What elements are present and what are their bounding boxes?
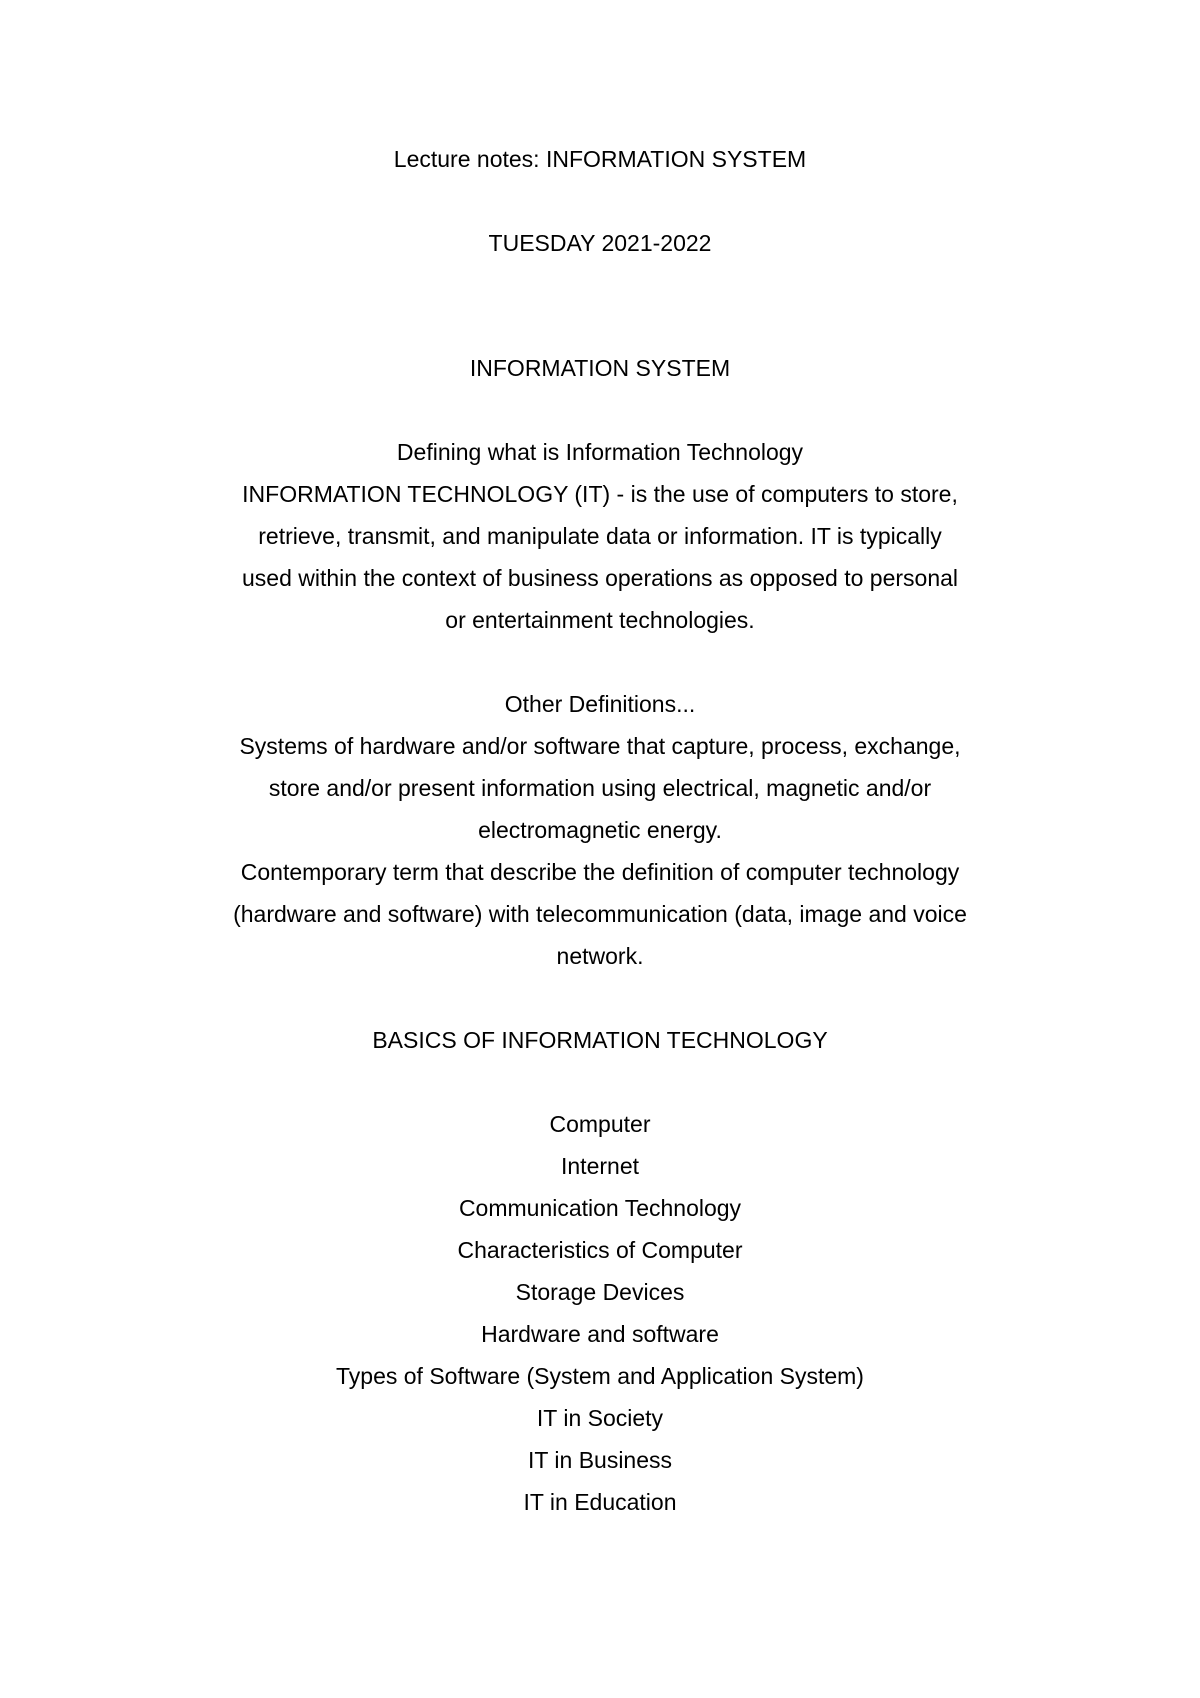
other-definitions-line: store and/or present information using electrical, magnetic and/or (268, 775, 932, 801)
basics-item: IT in Society (536, 1405, 664, 1431)
basics-item: Types of Software (System and Application System) (336, 1363, 864, 1389)
it-definition-line: INFORMATION TECHNOLOGY (IT) - is the use of computers to store, (242, 481, 958, 507)
basics-item: Hardware and software (481, 1321, 719, 1347)
section-title: INFORMATION SYSTEM (469, 355, 731, 381)
basics-item: IT in Business (527, 1447, 673, 1473)
it-definition-line: used within the context of business operations as opposed to personal (241, 565, 959, 591)
basics-item: Storage Devices (515, 1279, 685, 1305)
basics-item: Internet (561, 1153, 639, 1179)
other-definitions-heading: Other Definitions... (504, 691, 696, 717)
other-definitions-line: Systems of hardware and/or software that capture, process, exchange, (239, 733, 961, 759)
basics-item: Communication Technology (458, 1195, 742, 1221)
other-definitions-line: (hardware and software) with telecommunication (data, image and voice (233, 901, 967, 927)
basics-item: Characteristics of Computer (457, 1237, 743, 1263)
it-definition-line: retrieve, transmit, and manipulate data or information. IT is typically (258, 523, 942, 549)
basics-item: Computer (549, 1111, 651, 1137)
basics-heading: BASICS OF INFORMATION TECHNOLOGY (372, 1027, 828, 1053)
other-definitions-line: electromagnetic energy. (478, 817, 722, 843)
it-definition-line: or entertainment technologies. (445, 607, 755, 633)
basics-item: IT in Education (523, 1489, 677, 1515)
document-title: Lecture notes: INFORMATION SYSTEM (393, 146, 807, 172)
document-term: TUESDAY 2021-2022 (488, 230, 712, 256)
other-definitions-line: network. (556, 943, 644, 969)
it-definition-heading: Defining what is Information Technology (396, 439, 804, 465)
other-definitions-line: Contemporary term that describe the definition of computer technology (240, 859, 960, 885)
